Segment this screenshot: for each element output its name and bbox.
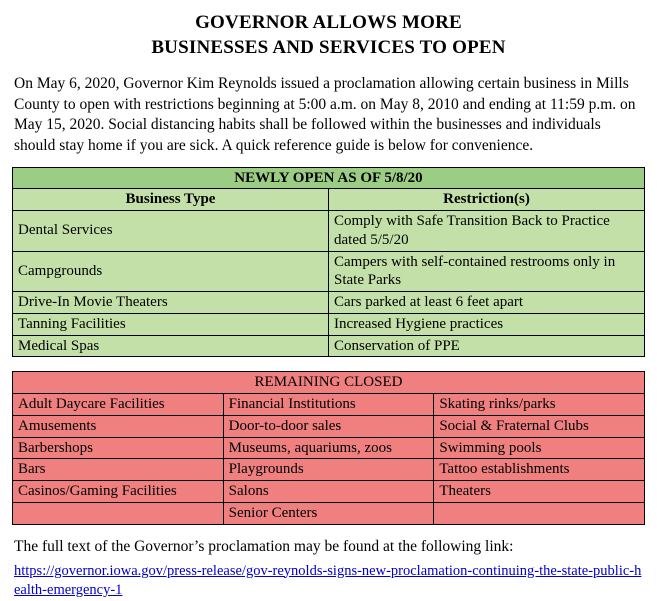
table-row xyxy=(13,211,645,252)
closed-item-empty xyxy=(434,502,645,524)
open-banner-cell xyxy=(13,167,645,189)
closed-item-empty xyxy=(13,502,224,524)
closed-item: Door-to-door sales xyxy=(223,415,434,437)
closed-item: Financial Institutions xyxy=(223,394,434,416)
page-title xyxy=(12,10,645,60)
closed-banner-cell: REMAINING CLOSED xyxy=(13,372,645,394)
closed-item: Swimming pools xyxy=(434,437,645,459)
closed-item: Casinos/Gaming Facilities xyxy=(13,481,224,503)
open-banner-strong: OPEN xyxy=(292,169,335,186)
table-row xyxy=(13,394,645,416)
closed-item: Bars xyxy=(13,459,224,481)
footer-paragraph: The full text of the Governor’s proclamation may be found at the following link: xyxy=(14,537,514,555)
open-restriction: Campers with self-contained restrooms only in State Parks xyxy=(329,251,645,292)
page-title-line-1: GOVERNOR ALLOWS MORE xyxy=(195,12,462,33)
open-business-type: Campgrounds xyxy=(13,251,329,292)
table-row xyxy=(13,459,645,481)
closed-item: Amusements xyxy=(13,415,224,437)
table-row xyxy=(13,292,645,314)
open-banner-row xyxy=(13,167,645,189)
intro-paragraph: On May 6, 2020, Governor Kim Reynolds issued a proclamation allowing certain business in Mills County to open with restrictions beginning at 5:00 a.m. on May 8, 2010 and ending at 11:59 p.m. on May 15, 2020. Social distancing habits shall be followed within the businesses and individuals should stay home if you are sick. A quick reference guide is below for convenience. xyxy=(14,75,636,154)
closed-item: Theaters xyxy=(434,481,645,503)
open-restriction: Comply with Safe Transition Back to Practice dated 5/5/20 xyxy=(329,211,645,252)
closed-item: Playgrounds xyxy=(223,459,434,481)
remaining-closed-table xyxy=(12,371,645,524)
open-business-type: Drive-In Movie Theaters xyxy=(13,292,329,314)
table-row xyxy=(13,415,645,437)
closed-banner-row xyxy=(13,372,645,394)
newly-open-table xyxy=(12,167,645,358)
closed-item: Museums, aquariums, zoos xyxy=(223,437,434,459)
open-header-restrictions: Restriction(s) xyxy=(329,189,645,211)
table-row xyxy=(13,313,645,335)
page-title-line-2: BUSINESSES AND SERVICES TO OPEN xyxy=(151,37,506,59)
open-business-type: Medical Spas xyxy=(13,335,329,357)
closed-item: Skating rinks/parks xyxy=(434,394,645,416)
open-restriction: Increased Hygiene practices xyxy=(329,313,645,335)
closed-item: Social & Fraternal Clubs xyxy=(434,415,645,437)
closed-item: Salons xyxy=(223,481,434,503)
open-business-type: Tanning Facilities xyxy=(13,313,329,335)
closed-item: Barbershops xyxy=(13,437,224,459)
open-banner-suffix: AS OF 5/8/20 xyxy=(334,169,423,186)
open-restriction: Cars parked at least 6 feet apart xyxy=(329,292,645,314)
table-spacer xyxy=(12,357,645,371)
open-restriction: Conservation of PPE xyxy=(329,335,645,357)
table-row xyxy=(13,251,645,292)
table-row xyxy=(13,481,645,503)
open-banner-prefix: NEWLY xyxy=(234,169,293,186)
table-row xyxy=(13,437,645,459)
closed-item: Tattoo establishments xyxy=(434,459,645,481)
open-header-row xyxy=(13,189,645,211)
table-row xyxy=(13,502,645,524)
proclamation-link[interactable]: https://governor.iowa.gov/press-release/gov-reynolds-signs-new-proclamation-continuing-the-state-public-health-emergency-1 xyxy=(14,562,642,599)
closed-item: Senior Centers xyxy=(223,502,434,524)
closed-item: Adult Daycare Facilities xyxy=(13,394,224,416)
open-business-type: Dental Services xyxy=(13,211,329,252)
open-header-business-type: Business Type xyxy=(13,189,329,211)
table-row xyxy=(13,335,645,357)
